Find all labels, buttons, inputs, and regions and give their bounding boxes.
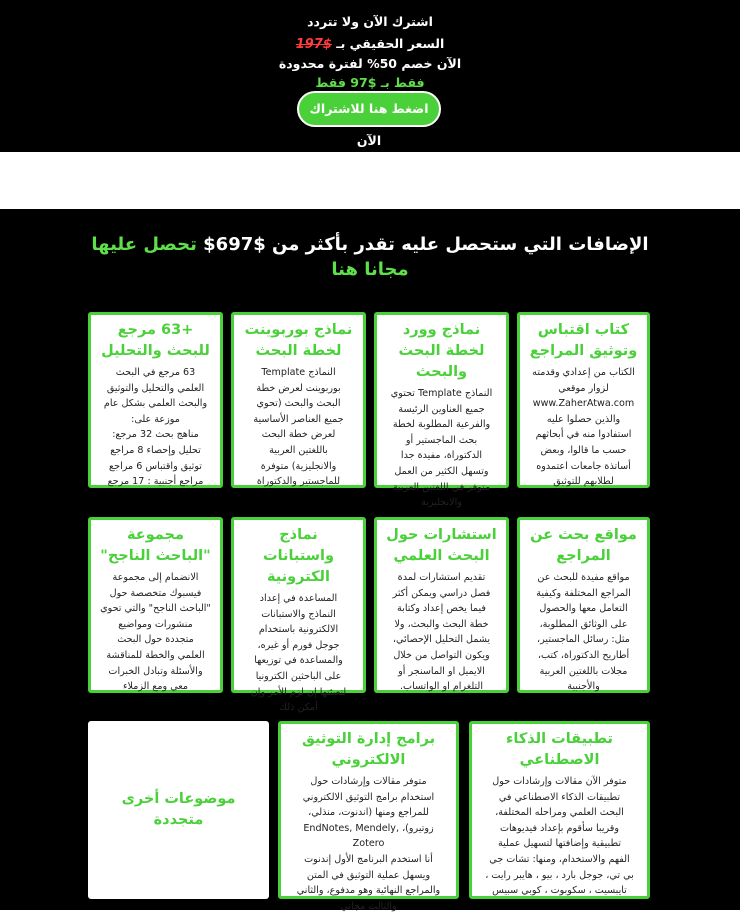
card-title: مواقع بحث عن المراجع <box>530 527 637 564</box>
card-citation-book <box>517 312 650 488</box>
card-ai-applications <box>469 721 650 899</box>
promo-line-real-price <box>0 36 740 53</box>
card-title: نماذج بوربوينت لخطة البحث <box>244 322 353 359</box>
card-powerpoint-templates <box>231 312 366 488</box>
section-title <box>60 232 680 282</box>
card-successful-researcher-group <box>88 517 223 693</box>
card-electronic-forms <box>231 517 366 714</box>
promo-line-new-price: فقط بـ $97 فقط <box>315 75 425 90</box>
card-title: مجموعة "الباحث الناجح" <box>100 527 211 564</box>
card-consultations <box>374 517 509 693</box>
card-title: نماذج واستبانات الكترونية <box>263 527 334 585</box>
card-body: متوفر الآن مقالات وإرشادات حول تطبيقات الذكاء الاصطناعي في البحث العلمي ومراحله المختلفة، وقريبا سأقوم بإعداد فيديوهات تطبيقية وإضافتها لتسهيل عملية الفهم والاستخدام، ومنها: تشات جي بي تي، جوجل بارد ، بيو ، هايبر رايت ، تايبسيت ، سكوبوت ، كوبي سبيس <box>485 776 634 897</box>
card-body: الانضمام إلى مجموعة فيسبوك متخصصة حول "الباحث الناجح" والتي تحوي منشورات ومواضيع متجددة حول البحث العلمي والخطة للمناقشة والأسئلة وتبادل الخبرات معي ومع الزملاء <box>100 572 211 693</box>
subscribe-button[interactable]: اضغط هنا للاشتراك الآن <box>297 91 441 127</box>
card-body: المساعدة في إعداد النماذج والاستبانات الالكترونية باستخدام جوجل فورم أو غيره، والمساعدة في توزيعها على الباحثين الكترونيا لتعبئتها إن لزم الأمر وإن أمكن ذلك <box>250 593 347 714</box>
promo-line-discount: الآن خصم 50% لفترة محدودة <box>278 56 462 71</box>
card-title: نماذج وورد لخطة البحث والبحث <box>398 322 485 380</box>
section-title-white: الإضافات التي ستحصل عليه تقدر بأكثر من $697$ <box>203 234 649 255</box>
card-body: الكتاب من إعدادي وقدمته لزوار موقعي www.ZaherAtwa.com والذين حصلوا عليه استفادوا منه في أبحاثهم حسب ما قالوا، وبعض أساتذة جامعات اعتمدوه لطلابهم للتوثيق <box>532 367 635 488</box>
card-title: برامج إدارة التوثيق الالكتروني <box>301 731 436 768</box>
card-title: تطبيقات الذكاء الاصطناعي <box>506 731 613 768</box>
card-body: النماذج Template تحتوي جميع العناوين الرئيسة والفرعية المطلوبة لخطة بحث الماجستير أو الدكتوراة، مفيدة جدا وتسهل الكثير من العمل متوفر في اللغتين العربية والانجليزية <box>390 388 493 509</box>
card-title: كتاب اقتباس وتوثيق المراجع <box>529 322 638 359</box>
card-body: مواقع مفيدة للبحث عن المراجع المختلفة وكيفية التعامل معها والحصول على الوثائق المطلوبة، مثل: رسائل الماجستير، أطاريح الدكتوراة، كتب، مجلات باللغتين العربية والأجنبية <box>536 572 631 693</box>
card-63-references <box>88 312 223 488</box>
card-title: موضوعات أخرى متجددة <box>121 791 236 828</box>
card-body: 63 مرجع في البحث العلمي والتحليل والتوثيق والبحث العلمي بشكل عام موزعة على: مناهج بحث 32 مرجع: تحليل وإحصاء 8 مراجع توثيق واقتباس 6 مراجع مراجع أجنبية : 17 مرجع <box>103 367 208 488</box>
card-body: تقديم استشارات لمدة فصل دراسي ويمكن أكثر فيما يخص إعداد وكتابة خطة البحث والبحث، ولا يشمل التحليل الإحصائي، ويكون التواصل من خلال الايميل او الماسنجر أو التلغرام او الواتساب. <box>392 572 491 693</box>
real-price-label: السعر الحقيقي بـ <box>336 36 445 51</box>
promo-banner <box>0 0 740 152</box>
old-price: $197 <box>295 37 332 52</box>
card-word-templates <box>374 312 509 509</box>
card-other-topics <box>88 721 269 899</box>
section-title-green-2: مجانا هنا <box>331 259 409 280</box>
card-reference-management <box>278 721 459 912</box>
card-title: +63 مرجع للبحث والتحليل <box>101 322 210 359</box>
card-reference-sites <box>517 517 650 693</box>
card-title: استشارات حول البحث العلمي <box>386 527 497 564</box>
card-body: متوفر مقالات وإرشادات حول استخدام برامج التوثيق الالكتروني للمراجع ومنها (اندنوت، منذلي، زوتيرو)، EndNotes, Mendely, Zotero أنا استخدم البرنامج الأول إندنوت ويسهل عملية التوثيق في المتن والمراجع النهائية وهو مدفوع، والثاني والثالث مجاني <box>296 776 441 912</box>
section-title-green: تحصل عليها <box>91 234 197 255</box>
promo-line-subscribe: اشترك الآن ولا تتردد <box>307 14 433 29</box>
card-body: النماذج Template بوربوينت لعرض خطة البحث والبحث (تحوي جميع العناصر الأساسية لعرض خطة البحث باللغتين العربية والانجليزية) متوفرة للماجستير والدكتوراة <box>253 367 344 488</box>
